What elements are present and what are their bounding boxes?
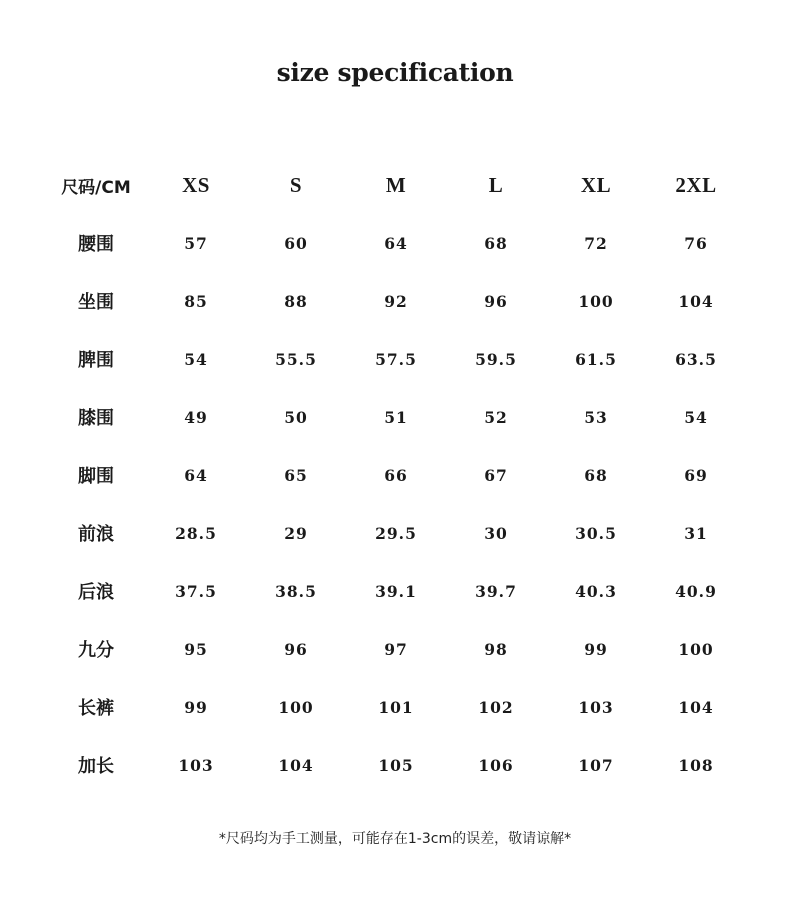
- table-row: [46, 446, 746, 504]
- table-cell: 39.7: [475, 581, 517, 601]
- row-label: 坐围: [78, 292, 114, 313]
- row-label: 前浪: [78, 524, 114, 545]
- size-header-row: [46, 156, 746, 214]
- table-row: [46, 388, 746, 446]
- table-cell: 97: [384, 639, 408, 659]
- table-cell: 57: [184, 233, 208, 253]
- table-cell: 85: [184, 291, 208, 311]
- table-cell: 31: [684, 523, 708, 543]
- table-cell: 63.5: [675, 349, 717, 369]
- page-title: size specification: [276, 58, 514, 87]
- row-label: 脚围: [78, 466, 114, 487]
- table-cell: 67: [484, 465, 508, 485]
- table-cell: 40.9: [675, 581, 717, 601]
- table-cell: 50: [284, 407, 308, 427]
- table-cell: 54: [184, 349, 208, 369]
- table-cell: 55.5: [275, 349, 317, 369]
- table-cell: 106: [478, 755, 514, 775]
- size-col-l: L: [488, 172, 504, 197]
- table-cell: 30: [484, 523, 508, 543]
- row-label: 脾围: [78, 350, 114, 371]
- table-cell: 105: [378, 755, 414, 775]
- table-row: [46, 504, 746, 562]
- table-cell: 30.5: [575, 523, 617, 543]
- row-label: 膝围: [78, 408, 114, 429]
- table-cell: 65: [284, 465, 308, 485]
- table-cell: 68: [584, 465, 608, 485]
- table-cell: 39.1: [375, 581, 417, 601]
- size-col-2xl: 2XL: [675, 172, 717, 197]
- size-header-label: 尺码/CM: [61, 177, 131, 198]
- table-row: [46, 678, 746, 736]
- table-cell: 60: [284, 233, 308, 253]
- table-cell: 40.3: [575, 581, 617, 601]
- table-cell: 100: [678, 639, 714, 659]
- table-cell: 95: [184, 639, 208, 659]
- size-col-m: M: [385, 172, 407, 197]
- table-cell: 108: [678, 755, 714, 775]
- table-cell: 101: [378, 697, 414, 717]
- table-cell: 99: [184, 697, 208, 717]
- table-row: [46, 736, 746, 794]
- table-cell: 68: [484, 233, 508, 253]
- row-label: 长裤: [78, 698, 114, 719]
- table-cell: 103: [578, 697, 614, 717]
- table-cell: 53: [584, 407, 608, 427]
- row-label: 后浪: [78, 582, 114, 603]
- table-cell: 29.5: [375, 523, 417, 543]
- table-cell: 104: [678, 291, 714, 311]
- table-cell: 51: [384, 407, 408, 427]
- table-cell: 104: [278, 755, 314, 775]
- table-cell: 38.5: [275, 581, 317, 601]
- table-cell: 49: [184, 407, 208, 427]
- table-cell: 107: [578, 755, 614, 775]
- measurement-note: *尺码均为手工测量，可能存在1-3cm的误差，敬请谅解*: [218, 831, 572, 847]
- size-col-xs: XS: [182, 172, 210, 197]
- table-cell: 100: [278, 697, 314, 717]
- size-col-s: S: [289, 172, 303, 197]
- table-cell: 104: [678, 697, 714, 717]
- row-label: 腰围: [78, 234, 114, 255]
- table-cell: 59.5: [475, 349, 517, 369]
- table-cell: 29: [284, 523, 308, 543]
- table-cell: 98: [484, 639, 508, 659]
- table-cell: 28.5: [175, 523, 217, 543]
- table-row: [46, 272, 746, 330]
- table-cell: 96: [284, 639, 308, 659]
- row-label: 加长: [78, 756, 114, 777]
- table-cell: 72: [584, 233, 608, 253]
- table-cell: 100: [578, 291, 614, 311]
- table-cell: 92: [384, 291, 408, 311]
- table-cell: 64: [184, 465, 208, 485]
- size-table-body: [46, 214, 746, 794]
- table-cell: 76: [684, 233, 708, 253]
- table-cell: 69: [684, 465, 708, 485]
- table-row: [46, 562, 746, 620]
- table-cell: 37.5: [175, 581, 217, 601]
- table-cell: 54: [684, 407, 708, 427]
- table-row: [46, 620, 746, 678]
- row-label: 九分: [78, 640, 114, 661]
- table-cell: 66: [384, 465, 408, 485]
- table-cell: 64: [384, 233, 408, 253]
- table-cell: 103: [178, 755, 214, 775]
- table-cell: 96: [484, 291, 508, 311]
- table-cell: 99: [584, 639, 608, 659]
- table-cell: 102: [478, 697, 514, 717]
- table-row: [46, 330, 746, 388]
- table-cell: 61.5: [575, 349, 617, 369]
- table-cell: 88: [284, 291, 308, 311]
- size-table: [46, 156, 746, 794]
- table-cell: 57.5: [375, 349, 417, 369]
- size-col-xl: XL: [580, 172, 612, 197]
- table-cell: 52: [484, 407, 508, 427]
- table-row: [46, 214, 746, 272]
